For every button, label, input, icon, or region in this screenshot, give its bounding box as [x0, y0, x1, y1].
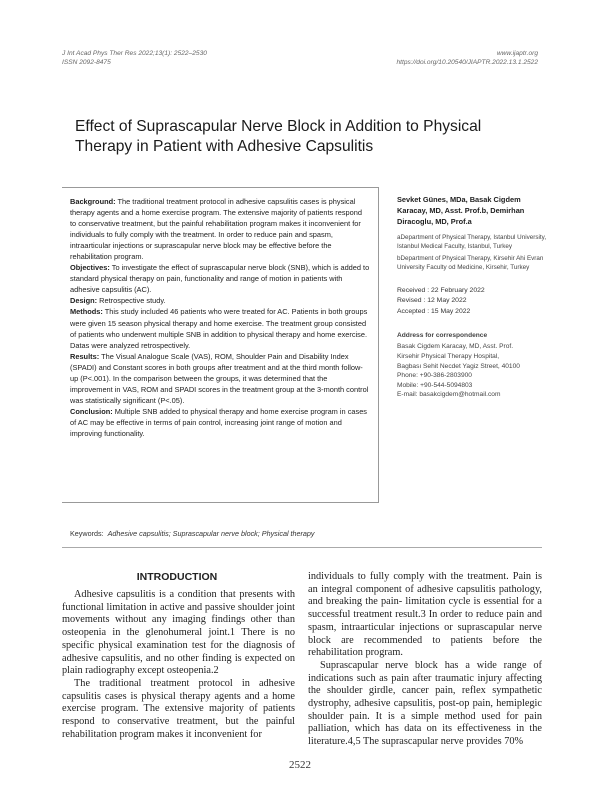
keywords-label: Keywords: [70, 529, 104, 538]
keywords-line [70, 529, 315, 538]
body-paragraph: Suprascapular nerve block has a wide range of indications such as pain after traumatic injury affecting the shoulder girdle, cancer pain, reflex sympathetic dystrophy, adhesive capsulitis, post-op pain, hemiplegic shoulder pain. It is a simple method used for pain palliation, which has data on its effectiveness in the literature.4,5 The suprascapular nerve provides 70% [308, 659, 542, 748]
section-divider [62, 547, 542, 548]
body-paragraph: individuals to fully comply with the treatment. Pain is an integral component of adhesive capsulitis pathology, and breaking the pain- limitation cycle is essential for a successful treatment result.3 In order to reduce pain and spasm, intraarticular injections or suprascapular nerve block are recommended to patients before the rehabilitation program. [308, 571, 542, 659]
correspondence-line: Kirsehir Physical Therapy Hospital, [397, 353, 500, 361]
abstract-text [70, 196, 370, 439]
abstract-background [70, 196, 370, 262]
results-text: The Visual Analogue Scale (VAS), ROM, Shoulder Pain and Disability Index (SPADI) and Constant scores in both groups after treatment and at the third month follow-up (P<.001). In the comparison between the groups, it was determined that the improvement in VAS, ROM and SPADI scores in the treatment group at the 3-month control was statistically significant (P<.05). [70, 351, 369, 405]
design-label: Design: [70, 296, 98, 306]
objectives-label: Objectives: [70, 263, 110, 273]
affiliations [397, 233, 547, 272]
background-label: Background: [70, 197, 116, 206]
correspondence-email[interactable]: E-mail: basakcigdem@hotmail.com [397, 391, 501, 399]
abstract-methods [70, 306, 370, 350]
author-info-sidebar [397, 194, 547, 400]
journal-citation: J Int Acad Phys Ther Res 2022;13(1): 2522–2530 [62, 50, 207, 57]
journal-header-left [62, 49, 207, 67]
introduction-heading: INTRODUCTION [136, 571, 218, 583]
accepted-date: Accepted : 15 May 2022 [397, 307, 471, 315]
body-column-right [308, 571, 542, 749]
abstract-design [70, 295, 370, 306]
conclusion-label: Conclusion: [70, 406, 113, 416]
correspondence-block [397, 331, 547, 400]
background-text: The traditional treatment protocol in adhesive capsulitis cases is physical therapy agents and a home exercise program. The extensive majority of patients respond to conservative treatment, but the painful rehabilitation program makes it inconvenient for individuals to fully comply with the treatment. In order to reduce pain and spasm, intraarticular injections or suprascapular nerve block may be effective before the rehabilitation program. [70, 197, 362, 262]
abstract-objectives [70, 262, 370, 295]
correspondence-line: Basak Cigdem Karacay, MD, Asst. Prof. [397, 343, 514, 351]
revised-date: Revised : 12 May 2022 [397, 297, 467, 305]
affiliation-a: aDepartment of Physical Therapy, Istanbul University, Istanbul Medical Faculty, Istanbul, Turkey [397, 234, 547, 250]
abstract-results [70, 351, 370, 406]
design-text: Retrospective study. [99, 296, 166, 306]
journal-website-link[interactable]: www.ijaptr.org [496, 50, 538, 57]
received-date: Received : 22 February 2022 [397, 287, 485, 294]
correspondence-phone: Phone: +90-386-2803900 [397, 372, 472, 380]
article-dates [397, 286, 547, 317]
correspondence-line: Bagbası Sehit Necdet Yagiz Street, 40100 [397, 362, 520, 370]
correspondence-title: Address for correspondence [397, 331, 488, 339]
body-paragraph: The traditional treatment protocol in adhesive capsulitis cases is physical therapy agents and a home exercise program. The extensive majority of patients respond to conservative treatment, but the painful rehabilitation program makes it inconvenient for [62, 677, 295, 740]
keywords-value: Adhesive capsulitis; Suprascapular nerve block; Physical therapy [107, 529, 315, 538]
affiliation-b: bDepartment of Physical Therapy, Kirsehir Ahi Evran University Faculty od Medicine, Kirsehir, Turkey [397, 255, 544, 271]
methods-text: This study included 46 patients who were treated for AC. Patients in both groups were given 15 season physical therapy and home exercise. The treatment group consisted of patients who underwent multiple SNB in addition to physical therapy and home exercise. Datas were analyzed retrospectively. [70, 307, 368, 350]
page-number: 2522 [289, 759, 311, 771]
journal-header-right [397, 49, 539, 67]
doi-link[interactable]: https://doi.org/10.20540/JIAPTR.2022.13.1.2522 [396, 59, 538, 66]
objectives-text: To investigate the effect of suprascapular nerve block (SNB), which is added to standard physical therapy on pain, functionality and range of motion in patients with adhesive capsulitis (AC). [70, 263, 370, 295]
author-list: Sevket Günes, MDa, Basak Cigdem Karacay, MD, Asst. Prof.b, Demirhan Diracoglu, MD, Prof.a [397, 195, 525, 226]
article-title: Effect of Suprascapular Nerve Block in Addition to Physical Therapy in Patient with Adhesive Capsulitis [75, 118, 482, 155]
abstract-conclusion [70, 406, 370, 439]
issn: ISSN 2092-8475 [62, 59, 111, 66]
body-column-left [62, 589, 295, 741]
correspondence-mobile: Mobile: +90-544-5094803 [397, 381, 473, 389]
body-paragraph: Adhesive capsulitis is a condition that presents with functional limitation in active and passive shoulder joint movements without any imaging findings other than osteopenia in the glenohumeral joint.1 There is no specific physical examination test for the diagnosis of adhesive capsulitis, and no other finding is expected on plain radiography except osteopenia.2 [62, 589, 295, 677]
abstract-box [62, 187, 379, 503]
conclusion-text: Multiple SNB added to physical therapy and home exercise program in cases of AC may be effective in terms of pain control, increasing joint range of motion and improving functionality. [70, 406, 367, 438]
methods-label: Methods: [70, 307, 103, 317]
results-label: Results: [70, 351, 100, 361]
